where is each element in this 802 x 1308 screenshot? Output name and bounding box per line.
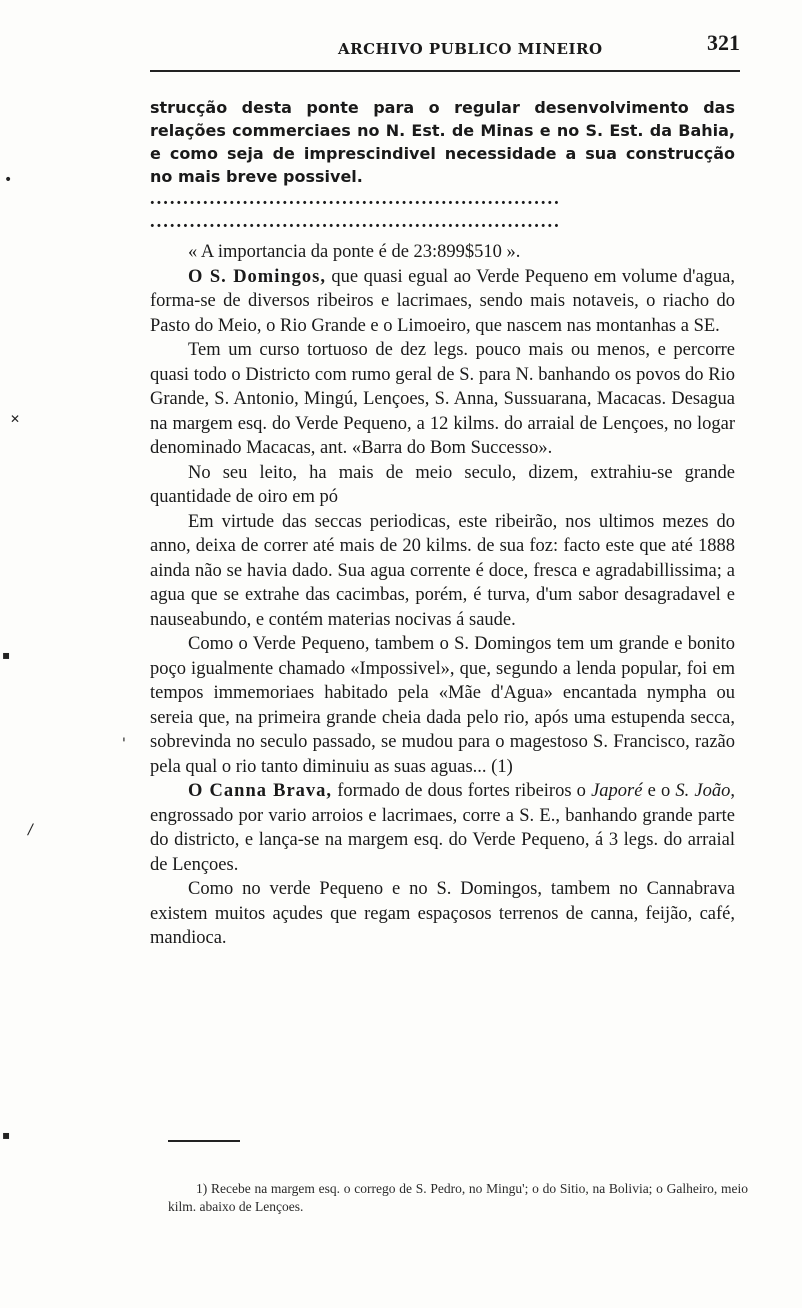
main-text (150, 96, 735, 951)
footnote-rule (168, 1140, 240, 1142)
margin-square-mark: ▪ (2, 648, 11, 662)
quote-bridge-cost: « A importancia da ponte é de 23:899$510 ». (188, 242, 521, 262)
margin-slash-mark: / (28, 822, 33, 838)
paragraph-s-domingos-text: que quasi egual ao Verde Pequeno em volume d'agua, forma-se de diversos ribeiros e lacrimaes, sendo mais notaveis, o riacho do Pasto do Meio, o Rio Grande e o Limoeiro, que nascem nas montanhas a SE. (150, 266, 735, 336)
japore-name: Japoré (591, 781, 643, 801)
canna-text-b: e o (642, 781, 676, 801)
page-header (150, 30, 740, 74)
paragraph-s-domingos (150, 265, 735, 339)
paragraph-seccas: Em virtude das seccas periodicas, este ribeirão, nos ultimos mezes do anno, deixa de correr até mais de 20 kilms. de sua foz: facto este que até 1888 ainda não se havia dado. Sua agua corrente é doce, fresca e agradabillissima; a agua que se extrahe das cacimbas, porém, é turva, d'um sabor desagradavel e nauseabundo, e contém materias nocivas á saude. (150, 511, 735, 630)
paragraph-poco: Como o Verde Pequeno, tambem o S. Domingos tem um grande e bonito poço igualmente chamado «Impossivel», que, segundo a lenda popular, foi em tempos immemoriaes habitado pela «Mãe d'Agua» encantada nympha ou sereia que, na primeira grande cheia dada pelo rio, após uma estupenda secca, sobrevinda no seculo passado, se mudou para o magestoso S. Francisco, razão pela qual o rio tanto diminuiu as suas aguas... (1) (150, 634, 735, 777)
paragraph-culturas: Como no verde Pequeno e no S. Domingos, tambem no Cannabrava existem muitos açudes que regam espaçosos terrenos de canna, feijão, café, mandioca. (150, 879, 735, 948)
page-number: 321 (707, 30, 740, 55)
header-rule (150, 70, 740, 72)
canna-text-a: formado de dous fortes ribeiros o (332, 781, 592, 801)
ellipsis-line-1: .............................................................. (150, 189, 561, 209)
paragraph-curso: Tem um curso tortuoso de dez legs. pouco mais ou menos, e percorre quasi todo o Districto com rumo geral de S. para N. banhando os povos do Rio Grande, S. Antonio, Mingú, Lençoes, S. Anna, Sussuarana, Macacas. Desagua na margem esq. do Verde Pequeno, a 12 kilms. do arraial de Lençoes, no logar denominado Macacas, ant. «Barra do Bom Successo». (150, 340, 735, 458)
margin-tick-mark: ' (122, 736, 126, 752)
heading-s-domingos: O S. Domingos, (188, 266, 326, 287)
margin-dot-mark: • (4, 172, 13, 188)
sao-joao-name: S. João (675, 781, 731, 801)
margin-square-mark-lower: ▪ (2, 1128, 11, 1142)
paragraph-bridge: strucção desta ponte para o regular desenvolvimento das relações commerciaes no N. Est. de Minas e no S. Est. da Bahia, e como seja de imprescindivel necessidade a sua construcção no mais breve possivel. (150, 98, 735, 186)
ellipsis-line-2: .............................................................. (150, 212, 561, 232)
margin-cross-mark: ✕ (10, 412, 21, 426)
footnote (168, 1180, 748, 1216)
canna-text-c: , engrossado por vario arroios e lacrimaes, corre a S. E., banhando grande parte do districto, e lança-se na margem esq. do Verde Pequeno, á 3 legs. do arraial de Lençoes. (150, 781, 736, 875)
running-title: ARCHIVO PUBLICO MINEIRO (338, 40, 603, 58)
heading-canna-brava: O Canna Brava, (188, 781, 333, 801)
paragraph-canna-brava (150, 779, 735, 877)
footnote-text: 1) Recebe na margem esq. o corrego de S. Pedro, no Mingu'; o do Sitio, na Bolivia; o Galheiro, meio kilm. abaixo de Lençoes. (168, 1181, 748, 1214)
paragraph-leito: No seu leito, ha mais de meio seculo, dizem, extrahiu-se grande quantidade de oiro em pó (150, 462, 735, 507)
